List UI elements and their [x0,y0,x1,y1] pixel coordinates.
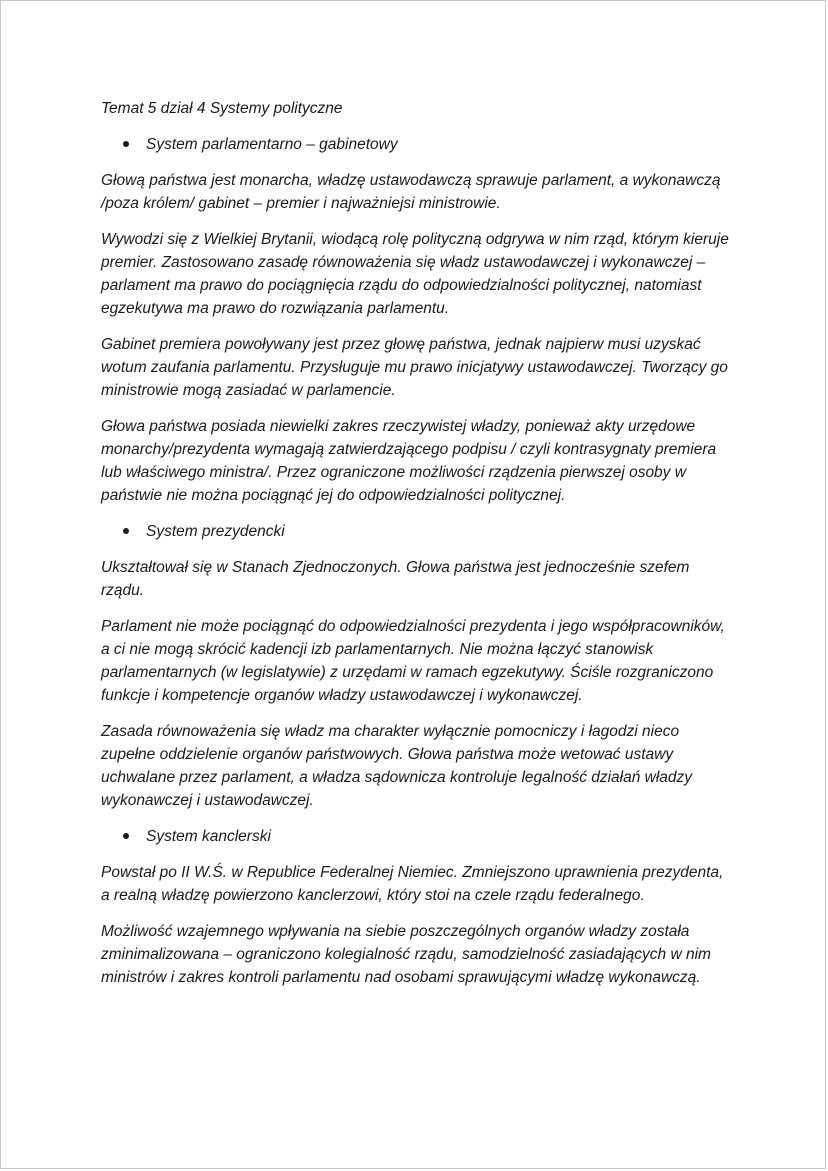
list-item-label: System prezydencki [146,523,285,540]
list-item-system-prezydencki [101,520,729,543]
paragraph: Powstał po II W.Ś. w Republice Federalnej Niemiec. Zmniejszono uprawnienia prezydenta, a realną władzę powierzono kanclerzowi, który stoi na czele rządu federalnego. [101,864,724,904]
paragraph: Głową państwa jest monarcha, władzę ustawodawczą sprawuje parlament, a wykonawczą /poza królem/ gabinet – premier i najważniejsi ministrowie. [101,172,721,212]
bullet-icon [123,141,129,147]
paragraph: Możliwość wzajemnego wpływania na siebie poszczególnych organów władzy została zminimalizowana – ograniczono kolegialność rządu, samodzielność zasiadających w nim ministrów i zakres kontroli parlamentu nad osobami sprawującymi władzę wykonawczą. [101,923,711,986]
paragraph: Głowa państwa posiada niewielki zakres rzeczywistej władzy, ponieważ akty urzędowe monarchy/prezydenta wymagają zatwierdzającego podpisu / czyli kontrasygnaty premiera lub właściwego ministra/. Przez ograniczone możliwości rządzenia pierwszej osoby w państwie nie można pociągnąć jej do odpowiedzialności politycznej. [101,418,717,504]
paragraph: Zasada równoważenia się władz ma charakter wyłącznie pomocniczy i łagodzi nieco zupełne oddzielenie organów państwowych. Głowa państwa może wetować ustawy uchwalane przez parlament, a władza sądownicza kontroluje legalność działań władzy wykonawczej i ustawodawczej. [101,723,693,809]
document-content [101,97,729,1002]
list-item-system-kanclerski [101,825,729,848]
list-item-label: System kanclerski [146,828,271,845]
bullet-icon [123,833,129,839]
list-item-system-parlamentarno-gabinetowy [101,133,729,156]
paragraph: Parlament nie może pociągnąć do odpowiedzialności prezydenta i jego współpracowników, a ci nie mogą skrócić kadencji izb parlamentarnych. Nie można łączyć stanowisk parlamentarnych (w legislatywie) z urzędami w ramach egzekutywy. Ściśle rozgraniczono funkcje i kompetencje organów władzy ustawodawczej i wykonawczej. [101,618,725,704]
paragraph: Gabinet premiera powoływany jest przez głowę państwa, jednak najpierw musi uzyskać wotum zaufania parlamentu. Przysługuje mu prawo inicjatywy ustawodawczej. Tworzący go ministrowie mogą zasiadać w parlamencie. [101,336,728,399]
list-item-label: System parlamentarno – gabinetowy [146,136,398,153]
paragraph: Ukształtował się w Stanach Zjednoczonych. Głowa państwa jest jednocześnie szefem rządu. [101,559,690,599]
document-title: Temat 5 dział 4 Systemy polityczne [101,100,343,117]
paragraph: Wywodzi się z Wielkiej Brytanii, wiodącą rolę polityczną odgrywa w nim rząd, którym kieruje premier. Zastosowano zasadę równoważenia się władz ustawodawczej i wykonawczej – parlament ma prawo do pociągnięcia rządu do odpowiedzialności politycznej, natomiast egzekutywa ma prawo do rozwiązania parlamentu. [101,231,729,317]
bullet-icon [123,528,129,534]
